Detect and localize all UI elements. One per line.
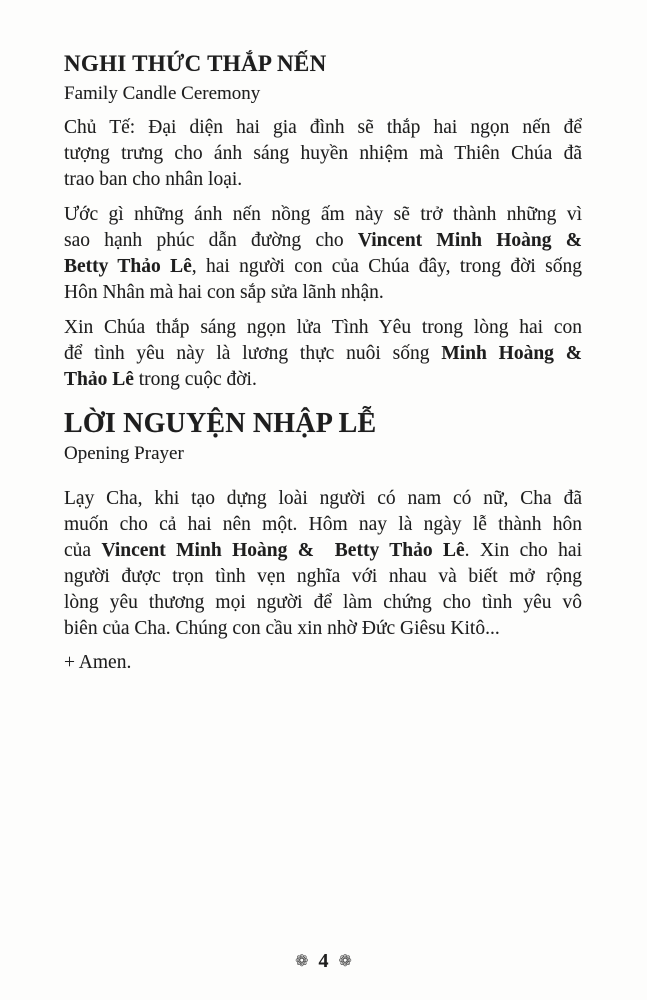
opening-prayer-subheading: Opening Prayer: [64, 443, 184, 464]
section-opening-prayer: [64, 408, 582, 642]
text-line: [64, 228, 582, 254]
text-segment: , hai người con của Chúa đây, trong đời sống: [191, 256, 583, 277]
text-line: [64, 315, 582, 341]
text-segment: người được trọn tình vẹn nghĩa với nhau và biết mở rộng: [64, 566, 582, 587]
text-segment: muốn cho cả hai nên một. Hôm nay là ngày lễ thành hôn: [64, 514, 582, 535]
couple-names-bold: Minh Hoàng &: [441, 343, 582, 364]
text-line: [64, 367, 582, 393]
text-segment: Chủ Tế: Đại diện hai gia đình sẽ thắp hai ngọn nến để: [64, 117, 582, 138]
candle-ceremony-heading: NGHI THỨC THẮP NẾN: [64, 51, 327, 76]
paragraph: [64, 486, 582, 642]
page-content: [64, 50, 582, 676]
text-line: [64, 280, 582, 306]
page-number: 4: [318, 950, 329, 972]
text-segment: trao ban cho nhân loại.: [64, 169, 243, 190]
text-segment: Lạy Cha, khi tạo dựng loài người có nam có nữ, Cha đã: [64, 488, 582, 509]
text-segment: để tình yêu này là lương thực nuôi sống: [64, 343, 442, 364]
text-segment: biên của Cha. Chúng con cầu xin nhờ Đức Giêsu Kitô...: [64, 618, 500, 639]
text-line: [64, 202, 582, 228]
text-line: [64, 616, 582, 642]
text-line: [64, 512, 582, 538]
text-line: [64, 590, 582, 616]
text-line: [64, 564, 582, 590]
text-line: [64, 141, 582, 167]
text-segment: của: [64, 540, 102, 561]
couple-names-bold: Betty Thảo Lê: [64, 256, 192, 277]
candle-ceremony-subheading: Family Candle Ceremony: [64, 83, 261, 104]
opening-prayer-heading: LỜI NGUYỆN NHẬP LỄ: [64, 408, 377, 439]
text-segment: Hôn Nhân mà hai con sắp sửa lãnh nhận.: [64, 282, 384, 303]
couple-names-bold: Thảo Lê: [64, 369, 134, 390]
text-line: [64, 486, 582, 512]
couple-names-bold: Vincent Minh Hoàng &: [357, 230, 582, 251]
text-segment: trong cuộc đời.: [133, 369, 257, 390]
text-segment: tượng trưng cho ánh sáng huyền nhiệm mà Thiên Chúa đã: [64, 143, 582, 164]
text-line: [64, 341, 582, 367]
florette-ornament-right-icon: ❁: [338, 951, 352, 970]
page-footer: [0, 948, 647, 976]
opening-prayer-paragraphs: [64, 486, 582, 642]
candle-ceremony-paragraphs: [64, 115, 582, 393]
paragraph: [64, 115, 582, 193]
text-line: [64, 254, 582, 280]
text-line: [64, 167, 582, 193]
text-segment: sao hạnh phúc dẫn đường cho: [64, 230, 358, 251]
paragraph: [64, 202, 582, 306]
amen-response: + Amen.: [64, 652, 132, 673]
text-segment: . Xin cho hai: [464, 540, 582, 561]
text-segment: lòng yêu thương mọi người để làm chứng cho tình yêu vô: [64, 592, 582, 613]
couple-names-bold: Vincent Minh Hoàng & Betty Thảo Lê: [101, 540, 465, 561]
section-candle-ceremony: [64, 50, 582, 393]
text-segment: Xin Chúa thắp sáng ngọn lửa Tình Yêu trong lòng hai con: [64, 317, 582, 338]
paragraph: [64, 315, 582, 393]
text-line: [64, 115, 582, 141]
text-line: [64, 538, 582, 564]
text-segment: Ước gì những ánh nến nồng ấm này sẽ trở thành những vì: [64, 204, 582, 225]
florette-ornament-left-icon: ❁: [295, 951, 309, 970]
